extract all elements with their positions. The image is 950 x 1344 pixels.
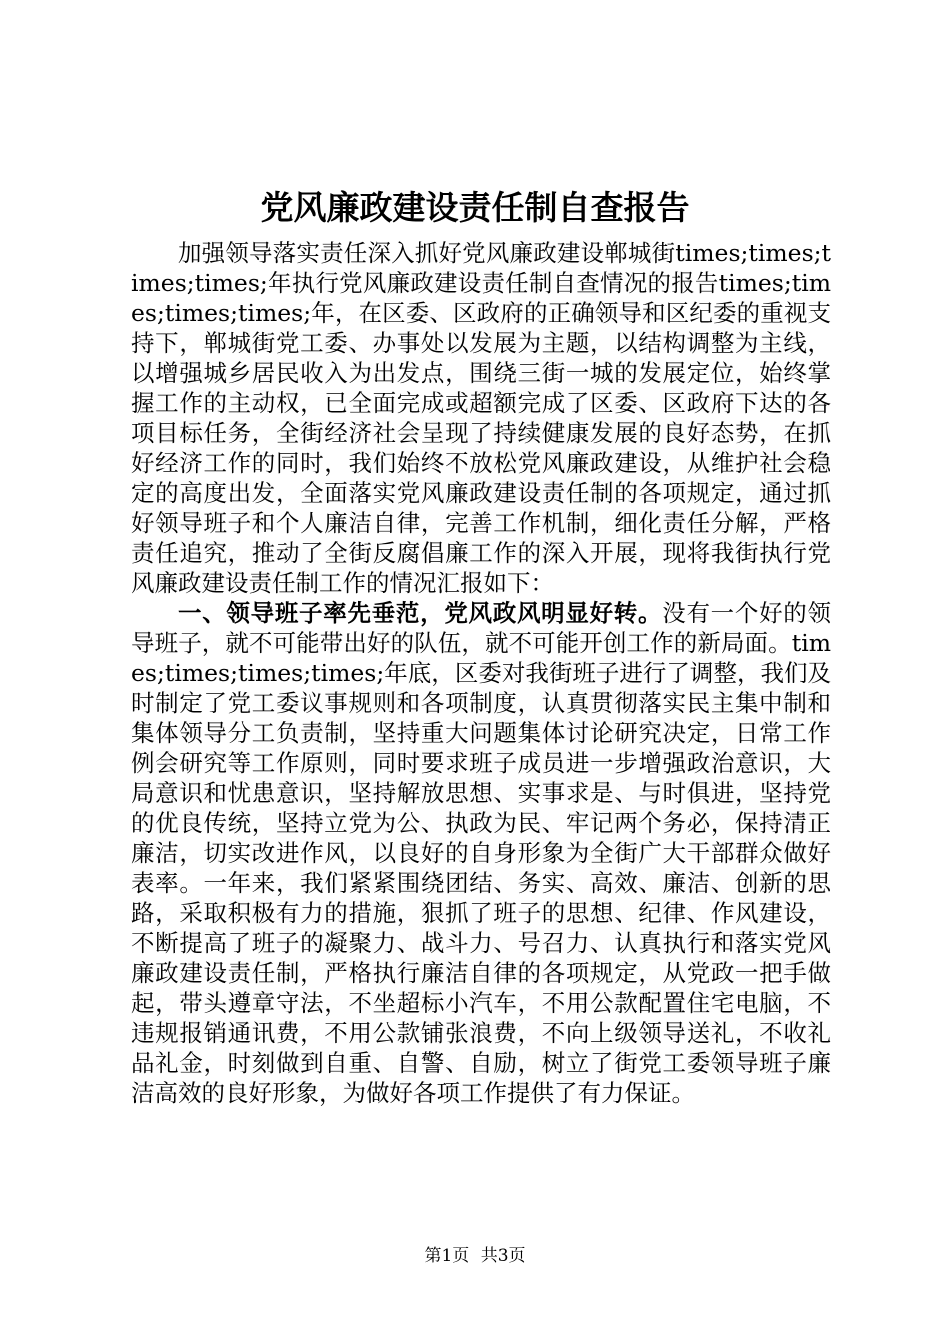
document-body [131, 238, 831, 1108]
section-heading: 一、领导班子率先垂范，党风政风明显好转。 [178, 599, 663, 627]
page-number: 第1页 [424, 1246, 470, 1266]
paragraph-section-1 [131, 598, 831, 1108]
paragraph-intro [131, 238, 831, 598]
page-footer [0, 1244, 950, 1268]
paragraph-text: 没有一个好的领导班子，就不可能带出好的队伍，就不可能开创工作的新局面。times;times;times;times;年底，区委对我街班子进行了调整，我们及时制定了党工委议事规则和各项制度，认真贯彻落实民主集中制和集体领导分工负责制，坚持重大问题集体讨论研究决定，日常工作例会研究等工作原则，同时要求班子成员进一步增强政治意识，大局意识和忧患意识，坚持解放思想、实事求是、与时俱进，坚持党的优良传统，坚持立党为公、执政为民、牢记两个务必，保持清正廉洁，切实改进作风，以良好的自身形象为全街广大干部群众做好表率。一年来，我们紧紧围绕团结、务实、高效、廉洁、创新的思路，采取积极有力的措施，狠抓了班子的思想、纪律、作风建设，不断提高了班子的凝聚力、战斗力、号召力、认真执行和落实党风廉政建设责任制，严格执行廉洁自律的各项规定，从党政一把手做起，带头遵章守法，不坐超标小汽车，不用公款配置住宅电脑，不违规报销通讯费，不用公款铺张浪费，不向上级领导送礼，不收礼品礼金，时刻做到自重、自警、自励，树立了街党工委领导班子廉洁高效的良好形象，为做好各项工作提供了有力保证。 [131, 599, 832, 1107]
paragraph-text: 加强领导落实责任深入抓好党风廉政建设郸城街times;times;times;times;年执行党风廉政建设责任制自查情况的报告times;times;times;times;年，在区委、区政府的正确领导和区纪委的重视支持下，郸城街党工委、办事处以发展为主题，以结构调整为主线，以增强城乡居民收入为出发点，围绕三街一城的发展定位，始终掌握工作的主动权，已全面完成或超额完成了区委、区政府下达的各项目标任务，全街经济社会呈现了持续健康发展的良好态势，在抓好经济工作的同时，我们始终不放松党风廉政建设，从维护社会稳定的高度出发，全面落实党风廉政建设责任制的各项规定，通过抓好领导班子和个人廉洁自律，完善工作机制，细化责任分解，严格责任追究，推动了全街反腐倡廉工作的深入开展，现将我街执行党风廉政建设责任制工作的情况汇报如下： [131, 239, 831, 597]
page-total: 共3页 [480, 1246, 526, 1266]
document-title: 党风廉政建设责任制自查报告 [260, 188, 690, 227]
